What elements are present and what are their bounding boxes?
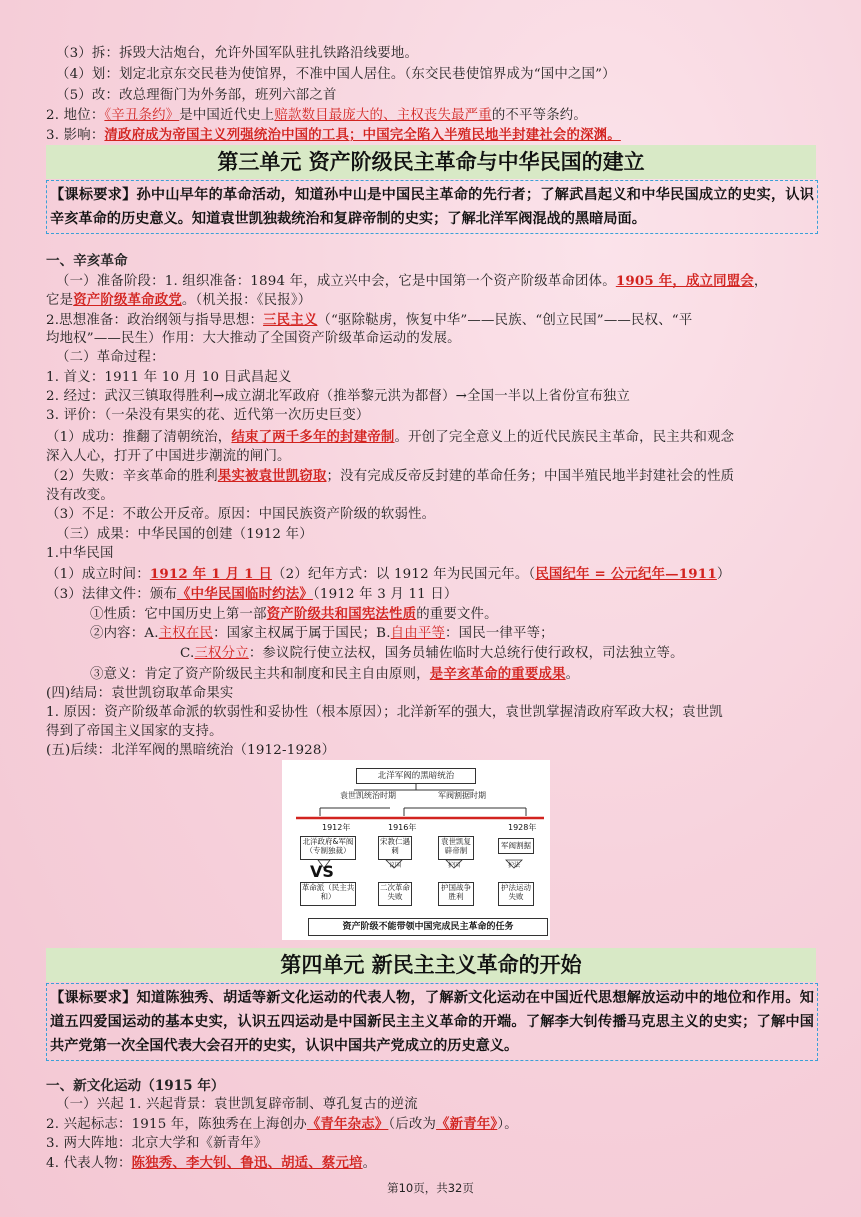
vs-label: VS [310, 862, 334, 881]
text-line: 它是资产阶级革命政党。（机关报：《民报》） [46, 292, 312, 308]
text-line: （2）失败：辛亥革命的胜利果实被袁世凯窃取；没有完成反帝反封建的革命任务；中国半殖民地半封建社会的性质 [46, 468, 735, 484]
text-line: 均地权”——民生）作用：大大推动了全国资产阶级革命运动的发展。 [46, 331, 461, 346]
page-number: 第10页，共32页 [387, 1181, 474, 1195]
text-line: ①性质：它中国历史上第一部资产阶级共和国宪法性质的重要文件。 [90, 606, 498, 622]
diagram-conclusion: 资产阶级不能带领中国完成民主革命的任务 [308, 918, 548, 936]
text-line: (四)结局：袁世凯窃取革命果实 [46, 686, 234, 701]
text-line: （3）不足：不敢公开反帝。原因：中国民族资产阶级的软弱性。 [46, 507, 436, 522]
text-line: （一）准备阶段：1. 组织准备：1894 年，成立兴中会，它是中国第一个资产阶级革命团体。1905 年，成立同盟会， [56, 273, 768, 289]
diagram-box: 护国战争胜利 [438, 882, 474, 906]
diagram-box: 护法运动失败 [498, 882, 534, 906]
text-line: （1）成立时间：1912 年 1 月 1 日（2）纪年方式：以 1912 年为民国元年。（民国纪年 = 公元纪年—1911） [46, 566, 731, 582]
curriculum-requirement: 【课标要求】孙中山早年的革命活动，知道孙中山是中国民主革命的先行者；了解武昌起义和中华民国成立的史实，认识辛亥革命的历史意义。知道袁世凯独裁统治和复辟帝制的史实；了解北洋军阀混战的黑暗局面。 [46, 180, 818, 234]
curriculum-requirement: 【课标要求】知道陈独秀、胡适等新文化运动的代表人物，了解新文化运动在中国近代思想解放运动中的地位和作用。知道五四爱国运动的基本史实，认识五四运动是中国新民主主义革命的开端。了解李大钊传播马克思主义的史实；了解中国共产党第一次全国代表大会召开的史实，认识中国共产党成立的历史意义。 [46, 983, 818, 1061]
diagram-box: 袁世凯复辟帝制 [438, 836, 474, 860]
text-line: （三）成果：中华民国的创建（1912 年） [56, 527, 313, 542]
section-heading: 一、新文化运动（1915 年） [46, 1078, 225, 1094]
arrow-label: 护法 [508, 862, 521, 869]
period-label: 袁世凯统治时期 [340, 791, 396, 800]
text-line: 没有改变。 [46, 488, 114, 503]
arrow-label: 议国 [389, 862, 402, 869]
text-line: （二）革命过程： [56, 350, 165, 365]
text-line: 3. 影响：清政府成为帝国主义列强统治中国的工具；中国完全陷入半殖民地半封建社会的深渊。 [46, 127, 621, 143]
section-heading: 一、辛亥革命 [46, 253, 128, 269]
text-line: 深入人心，打开了中国进步潮流的闸门。 [46, 449, 291, 464]
year-label: 1928年 [508, 823, 537, 832]
diagram-box: 北洋政府&军阀（专制独裁） [300, 836, 356, 860]
text-line: 2. 经过：武汉三镇取得胜利→成立湖北军政府（推举黎元洪为都督）→全国一半以上省份宣布独立 [46, 389, 631, 404]
year-label: 1916年 [388, 823, 417, 832]
unit-title: 第三单元 资产阶级民主革命与中华民国的建立 [46, 145, 816, 179]
text-line: 2. 兴起标志：1915 年，陈独秀在上海创办《青年杂志》（后改为《新青年》）。 [46, 1116, 518, 1132]
text-line: （3）法律文件：颁布《中华民国临时约法》（1912 年 3 月 11 日） [46, 586, 458, 602]
diagram-box: 革命派（民主共和） [300, 882, 356, 906]
year-label: 1912年 [322, 823, 351, 832]
arrow-label: 护国 [448, 862, 461, 869]
period-label: 军阀割据时期 [438, 791, 486, 800]
text-line: （一）兴起 1. 兴起背景：袁世凯复辟帝制、尊孔复古的逆流 [56, 1097, 418, 1112]
text-line: 1. 首义：1911 年 10 月 10 日武昌起义 [46, 370, 292, 385]
text-line: ③意义：肯定了资产阶级民主共和制度和民主自由原则，是辛亥革命的重要成果。 [90, 666, 580, 682]
diagram-box: 军阀割据 [498, 838, 534, 854]
text-line: 2.思想准备：政治纲领与指导思想：三民主义（“驱除鞑虏，恢复中华”——民族、“创立民国”——民权、“平 [46, 312, 693, 328]
text-line: (五)后续：北洋军阀的黑暗统治（1912-1928） [46, 743, 336, 758]
text-line: 得到了帝国主义国家的支持。 [46, 724, 223, 739]
text-line: ②内容：A.主权在民：国家主权属于属于国民；B.自由平等：国民一律平等； [90, 626, 554, 641]
text-line: C.三权分立：参议院行使立法权，国务员辅佐临时大总统行使行政权，司法独立等。 [180, 646, 684, 661]
text-line: 3. 两大阵地：北京大学和《新青年》 [46, 1136, 268, 1151]
beiyang-warlords-diagram [282, 760, 550, 940]
diagram-box: 宋教仁遇刺 [378, 836, 412, 860]
text-line: 1.中华民国 [46, 546, 114, 561]
text-line: 1. 原因：资产阶级革命派的软弱性和妥协性（根本原因）；北洋新军的强大，袁世凯掌握清政府军政大权；袁世凯 [46, 705, 723, 720]
text-line: 2. 地位：《辛丑条约》是中国近代史上赔款数目最庞大的、主权丧失最严重的不平等条约。 [46, 108, 587, 123]
diagram-box: 二次革命失败 [378, 882, 412, 906]
text-line: 4. 代表人物：陈独秀、李大钊、鲁迅、胡适、蔡元培。 [46, 1155, 377, 1171]
text-line: （5）改：改总理衙门为外务部，班列六部之首 [56, 88, 337, 103]
diagram-title: 北洋军阀的黑暗统治 [356, 768, 476, 784]
unit-title: 第四单元 新民主主义革命的开始 [46, 948, 816, 982]
text-line: （3）拆：拆毁大沽炮台，允许外国军队驻扎铁路沿线要地。 [56, 46, 419, 61]
text-line: （4）划：划定北京东交民巷为使馆界，不准中国人居住。（东交民巷使馆界成为“国中之国”） [56, 67, 616, 82]
text-line: （1）成功：推翻了清朝统治，结束了两千多年的封建帝制。开创了完全意义上的近代民族民主革命，民主共和观念 [46, 429, 735, 445]
text-line: 3. 评价：（一朵没有果实的花、近代第一次历史巨变） [46, 408, 370, 423]
